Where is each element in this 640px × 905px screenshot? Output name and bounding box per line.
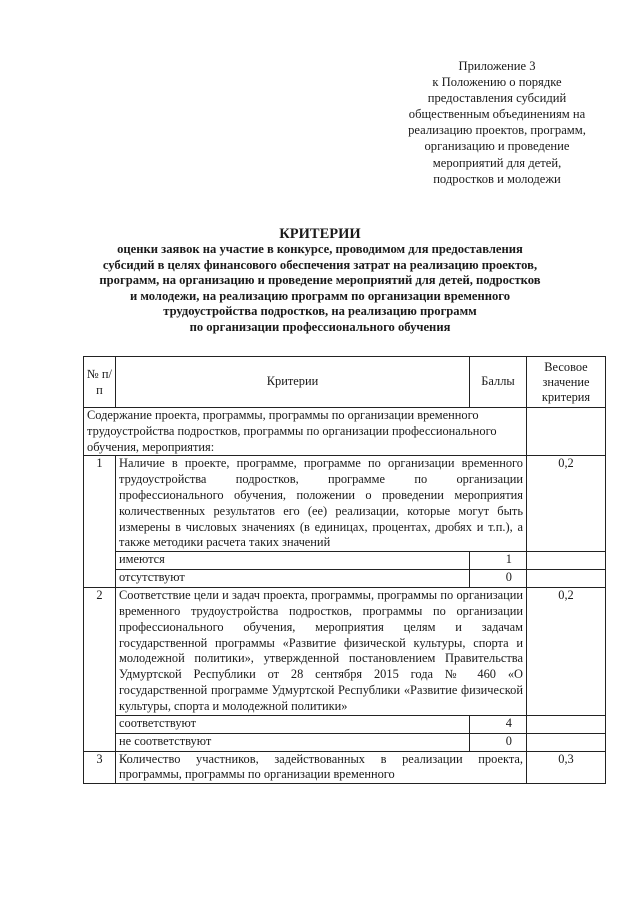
appendix-line: организацию и проведение	[424, 139, 570, 154]
appendix-line: мероприятий для детей,	[432, 155, 562, 170]
row-number: 2	[84, 588, 116, 751]
appendix-line: к Положению о порядке	[432, 75, 562, 90]
subtitle-line: по организации профессионального обучения	[189, 319, 451, 334]
option-label: не соответствуют	[116, 733, 470, 751]
appendix-line: подростков и молодежи	[433, 171, 561, 186]
criterion-weight: 0,3	[527, 751, 606, 784]
header-weight: Весовое значение критерия	[527, 357, 606, 408]
header-number: № п/п	[84, 357, 116, 408]
option-score: 0	[470, 733, 527, 751]
criterion-text: Наличие в проекте, программе, программе по организации временного трудоустройства подростков, программе по организации профессионального обучения, положении о проведении мероприятия количественных результатов его (ее) реализации, которые могут быть измерены в числовых значениях (в единицах, процентах, дробях и т.п.), а также методики расчета таких значений	[116, 456, 527, 552]
option-row	[84, 570, 606, 588]
option-score: 1	[470, 552, 527, 570]
subtitle-line: субсидий в целях финансового обеспечения затрат на реализацию проектов,	[102, 257, 538, 272]
table-row	[84, 456, 606, 552]
section-label: Содержание проекта, программы, программы по организации временного трудоустройства подростков, программы по организации профессионального обучения, мероприятия:	[84, 408, 527, 456]
option-row	[84, 733, 606, 751]
option-weight-empty	[527, 733, 606, 751]
option-score: 4	[470, 715, 527, 733]
criterion-text: Соответствие цели и задач проекта, программы, программы по организации временного трудоустройства подростков, программы по организации профессионального обучения, мероприятия целям и задачам государственной программы «Развитие физической культуры, спорта и молодежной политики», утвержденной постановлением Правительства Удмуртской Республики от 28 сентября 2015 года № 460 «О государственной программе Удмуртской Республики «Развитие физической культуры, спорта и молодежной политики»	[116, 588, 527, 715]
option-weight-empty	[527, 552, 606, 570]
document-subtitle	[60, 242, 580, 336]
criterion-text: Количество участников, задействованных в реализации проекта, программы, программы по организации временного	[116, 751, 527, 784]
option-row	[84, 715, 606, 733]
section-empty	[527, 408, 606, 456]
header-score: Баллы	[470, 357, 527, 408]
document-title: КРИТЕРИИ	[279, 226, 361, 242]
appendix-reference	[392, 58, 602, 187]
appendix-line: предоставления субсидий	[427, 91, 567, 106]
row-number: 3	[84, 751, 116, 784]
table-row	[84, 588, 606, 715]
table-header-row	[84, 357, 606, 408]
subtitle-line: трудоустройства подростков, на реализацию программ	[163, 304, 477, 319]
option-row	[84, 552, 606, 570]
appendix-line: общественным объединениям на	[408, 107, 586, 122]
criterion-weight: 0,2	[527, 588, 606, 715]
option-weight-empty	[527, 715, 606, 733]
option-label: имеются	[116, 552, 470, 570]
option-label: отсутствуют	[116, 570, 470, 588]
criterion-weight: 0,2	[527, 456, 606, 552]
option-label: соответствуют	[116, 715, 470, 733]
header-criteria: Критерии	[116, 357, 470, 408]
section-row	[84, 408, 606, 456]
appendix-line: реализацию проектов, программ,	[408, 123, 586, 138]
criteria-table	[83, 356, 606, 784]
option-score: 0	[470, 570, 527, 588]
option-weight-empty	[527, 570, 606, 588]
subtitle-line: оценки заявок на участие в конкурсе, проводимом для предоставления	[117, 242, 523, 256]
table-row	[84, 751, 606, 784]
subtitle-line: и молодежи, на реализацию программ по организации временного	[129, 288, 511, 303]
row-number: 1	[84, 456, 116, 588]
subtitle-line: программ, на организацию и проведение мероприятий для детей, подростков	[99, 273, 541, 288]
appendix-line: Приложение 3	[458, 59, 536, 73]
